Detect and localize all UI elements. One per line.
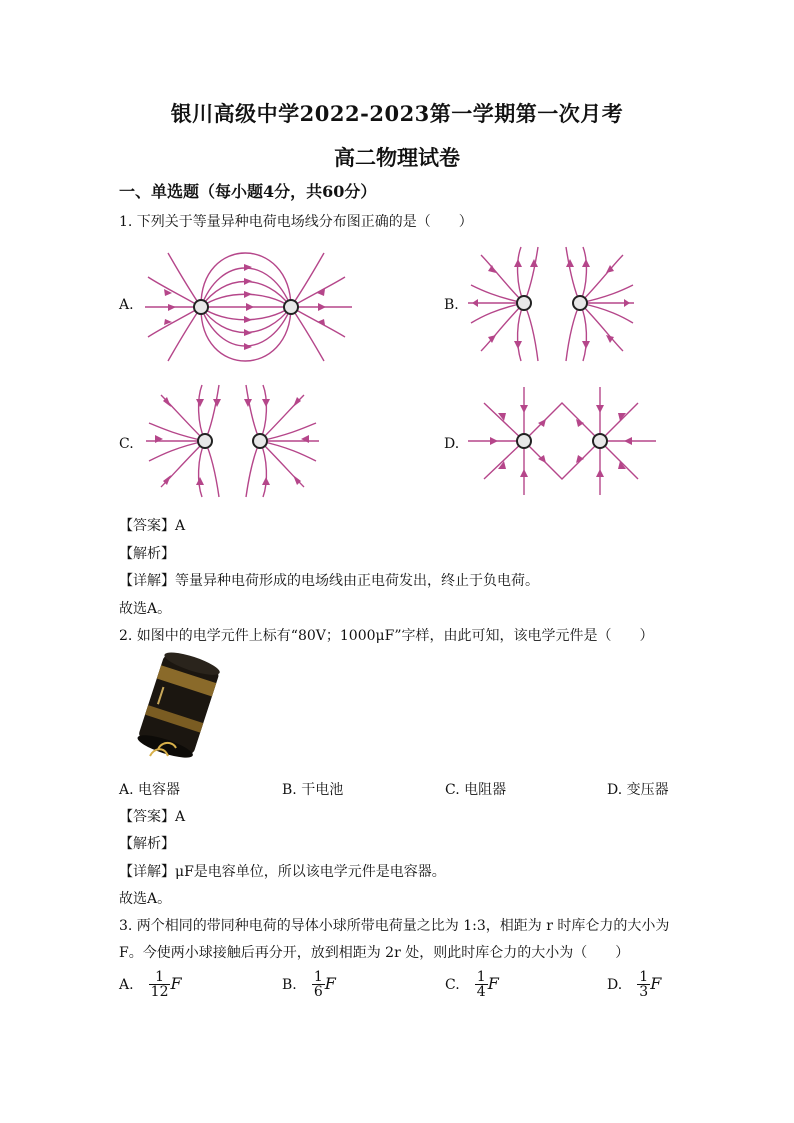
q3-option-c-label: C. bbox=[445, 977, 460, 993]
q3-option-c-numerator: 1 bbox=[476, 969, 486, 985]
q3-option-d bbox=[607, 970, 661, 999]
q2-conclusion: 故选A。 bbox=[119, 891, 172, 907]
q1-answer: 【答案】A bbox=[119, 518, 186, 534]
q3-option-b-numerator: 1 bbox=[313, 969, 323, 985]
q3-option-d-numerator: 1 bbox=[639, 969, 649, 985]
field-diagram-a bbox=[140, 245, 360, 370]
q3-option-a-var: F bbox=[170, 974, 182, 993]
q2-detail: 【详解】μF是电容单位，所以该电学元件是电容器。 bbox=[119, 864, 446, 880]
q2-stem: 2. 如图中的电学元件上标有“80V；1000μF”字样，由此可知，该电学元件是（ ） bbox=[119, 628, 654, 644]
field-diagram-c bbox=[143, 383, 321, 501]
q3-option-c-denominator: 4 bbox=[476, 984, 486, 1000]
q2-option-b: B. 干电池 bbox=[282, 782, 344, 798]
q3-option-b-denominator: 6 bbox=[313, 984, 323, 1000]
q3-option-d-label: D. bbox=[607, 977, 623, 993]
q1-analysis: 【解析】 bbox=[119, 546, 175, 562]
q1-detail: 【详解】等量异种电荷形成的电场线由正电荷发出，终止于负电荷。 bbox=[119, 573, 539, 589]
q1-option-b-label: B. bbox=[444, 297, 459, 313]
q3-option-b-var: F bbox=[324, 974, 336, 993]
field-diagram-d bbox=[466, 385, 658, 497]
q3-option-a-label: A. bbox=[119, 977, 134, 993]
q3-stem-line2: F。今使两小球接触后再分开，放到相距为 2r 处，则此时库仑力的大小为（ ） bbox=[119, 945, 630, 961]
q3-stem-line1: 3. 两个相同的带同种电荷的导体小球所带电荷量之比为 1:3，相距为 r 时库仑力的大小为 bbox=[119, 918, 670, 934]
q3-option-d-denominator: 3 bbox=[639, 984, 649, 1000]
q3-option-c bbox=[445, 970, 499, 999]
capacitor-image bbox=[120, 652, 232, 770]
exam-title: 银川高级中学2022-2023第一学期第一次月考 bbox=[170, 101, 624, 126]
q1-stem: 1. 下列关于等量异种电荷电场线分布图正确的是（ ） bbox=[119, 214, 473, 230]
q1-conclusion: 故选A。 bbox=[119, 601, 172, 617]
q2-analysis: 【解析】 bbox=[119, 836, 175, 852]
q2-option-a: A. 电容器 bbox=[119, 782, 181, 798]
q2-answer: 【答案】A bbox=[119, 809, 186, 825]
q3-option-a bbox=[119, 970, 182, 999]
q3-option-b-label: B. bbox=[282, 977, 297, 993]
q1-option-c-label: C. bbox=[119, 436, 134, 452]
q3-option-d-var: F bbox=[650, 974, 662, 993]
q1-option-a-label: A. bbox=[119, 297, 134, 313]
q2-option-d: D. 变压器 bbox=[607, 782, 669, 798]
q3-option-a-numerator: 1 bbox=[149, 970, 171, 985]
q1-option-d-label: D. bbox=[444, 436, 460, 452]
field-diagram-b bbox=[466, 245, 636, 365]
q3-option-a-denominator: 12 bbox=[150, 984, 169, 1000]
section-heading: 一、单选题（每小题4分，共60分） bbox=[119, 182, 377, 201]
q2-option-c: C. 电阻器 bbox=[445, 782, 507, 798]
q3-option-c-var: F bbox=[487, 974, 499, 993]
q3-option-b bbox=[282, 970, 336, 999]
exam-subtitle: 高二物理试卷 bbox=[334, 145, 460, 170]
